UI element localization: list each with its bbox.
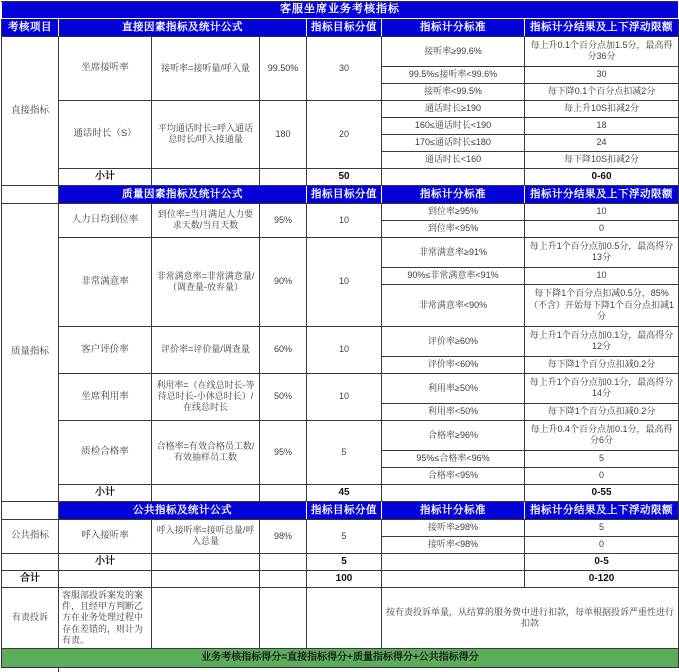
score-result-cell: 每下降1个百分点扣减0.2分 xyxy=(525,403,679,420)
score-result-cell: 每上升1个百分点加0.1分，最高得分12分 xyxy=(525,326,679,356)
standard-range-cell: 接听率≥99.6% xyxy=(382,36,525,66)
standard-range-cell: 90%≤非常满意率<91% xyxy=(382,267,525,284)
score-result-cell: 18 xyxy=(525,117,679,134)
indicator-name-cell: 呼入接听率 xyxy=(59,519,152,553)
complaint-policy-cell: 按有责投诉单量，从结算的服务费中进行扣款，每单根据投诉严重性进行扣款 xyxy=(382,587,679,648)
target-value-cell: 99.50% xyxy=(260,36,307,100)
standard-range-cell: 利用率≥50% xyxy=(382,373,525,403)
column-header-scoring-standard: 指标计分标准 xyxy=(382,185,525,203)
formula-cell: 利用率=（在线总时长-等待总时长-小休总时长）/在线总时长 xyxy=(152,373,260,420)
score-cell: 5 xyxy=(307,519,382,553)
subtotal-label-cell: 小计 xyxy=(59,553,152,570)
grid-line xyxy=(58,668,59,672)
subtotal-label-cell: 小计 xyxy=(59,168,152,185)
empty-cell xyxy=(260,553,307,570)
target-value-cell: 98% xyxy=(260,519,307,553)
standard-range-cell: 99.5%≤接听率<99.6% xyxy=(382,66,525,83)
empty-cell xyxy=(2,501,59,519)
empty-cell xyxy=(260,168,307,185)
target-value-cell: 50% xyxy=(260,373,307,420)
group-label-cell: 直接指标 xyxy=(2,36,59,185)
formula-cell: 呼入接听率=接听总量/呼入总量 xyxy=(152,519,260,553)
subtotal-result-cell: 0-5 xyxy=(525,553,679,570)
formula-cell: 平均通话时长=呼入通话总时长/呼入接通量 xyxy=(152,100,260,168)
subtotal-result-cell: 0-55 xyxy=(525,484,679,501)
column-header-scoring-standard: 指标计分标准 xyxy=(382,18,525,36)
standard-range-cell: 接听率<98% xyxy=(382,536,525,553)
standard-range-cell: 评价率<60% xyxy=(382,356,525,373)
standard-range-cell: 合格率<95% xyxy=(382,467,525,484)
formula-cell: 评价率=评价量/调查量 xyxy=(152,326,260,373)
sheet-bottom-edge xyxy=(1,668,678,672)
score-result-cell: 0 xyxy=(525,467,679,484)
standard-range-cell: 通话时长≥190 xyxy=(382,100,525,117)
indicator-name-cell: 客户评价率 xyxy=(59,326,152,373)
assessment-table xyxy=(1,1,679,668)
standard-range-cell: 170≤通话时长≤180 xyxy=(382,134,525,151)
total-result-cell: 0-120 xyxy=(525,570,679,587)
score-cell: 10 xyxy=(307,326,382,373)
score-result-cell: 每上升0.1个百分点加1.5分，最高得分36分 xyxy=(525,36,679,66)
column-header-target-score: 指标目标分值 xyxy=(307,185,382,203)
indicator-name-cell: 人力日均到位率 xyxy=(59,203,152,237)
column-header-scoring-result: 指标计分结果及上下浮动限额 xyxy=(525,18,679,36)
standard-range-cell: 到位率≥95% xyxy=(382,203,525,220)
score-result-cell: 30 xyxy=(525,66,679,83)
empty-cell xyxy=(260,484,307,501)
score-result-cell: 0 xyxy=(525,536,679,553)
score-result-cell: 每下降10S扣减2分 xyxy=(525,151,679,168)
score-result-cell: 每下降1个百分点扣减0.5分，85%（不含）开始每下降1个百分点扣减1分 xyxy=(525,284,679,326)
standard-range-cell: 95%≤合格率<96% xyxy=(382,450,525,467)
score-result-cell: 5 xyxy=(525,450,679,467)
subtotal-label-cell: 小计 xyxy=(59,484,152,501)
score-result-cell: 每上升10S扣减2分 xyxy=(525,100,679,117)
standard-range-cell: 通话时长<160 xyxy=(382,151,525,168)
column-header-scoring-result: 指标计分结果及上下浮动限额 xyxy=(525,501,679,519)
group-label-cell: 公共指标 xyxy=(2,519,59,553)
standard-range-cell: 评价率≥60% xyxy=(382,326,525,356)
column-header-quality-indicators: 质量因素指标及统计公式 xyxy=(59,185,307,203)
target-value-cell: 95% xyxy=(260,203,307,237)
score-result-cell: 每下降1个百分点扣减0.2分 xyxy=(525,356,679,373)
empty-cell xyxy=(260,587,307,648)
subtotal-score-cell: 45 xyxy=(307,484,382,501)
complaint-description-cell: 客服部投诉案发的案件，且经甲方判断乙方在业务处理过程中存在差错的，则计为有责。 xyxy=(59,587,152,648)
score-cell: 5 xyxy=(307,420,382,484)
score-cell: 20 xyxy=(307,100,382,168)
standard-range-cell: 到位率<95% xyxy=(382,220,525,237)
target-value-cell: 90% xyxy=(260,237,307,326)
score-cell: 10 xyxy=(307,237,382,326)
standard-range-cell: 接听率≥98% xyxy=(382,519,525,536)
indicator-name-cell: 质检合格率 xyxy=(59,420,152,484)
standard-range-cell: 合格率≥96% xyxy=(382,420,525,450)
score-result-cell: 每上升0.4个百分点加0.1分，最高得分6分 xyxy=(525,420,679,450)
column-header-public-indicators: 公共指标及统计公式 xyxy=(59,501,307,519)
empty-cell xyxy=(2,185,59,203)
empty-cell xyxy=(152,484,260,501)
indicator-name-cell: 通话时长（S） xyxy=(59,100,152,168)
total-label-cell: 合计 xyxy=(2,570,59,587)
standard-range-cell: 非常满意率≥91% xyxy=(382,237,525,267)
score-formula-bar: 业务考核指标得分=直接指标得分+质量指标得分+公共指标得分 xyxy=(2,649,679,668)
score-cell: 30 xyxy=(307,36,382,100)
group-label-cell: 质量指标 xyxy=(2,203,59,501)
standard-range-cell: 160≤通话时长<190 xyxy=(382,117,525,134)
empty-cell xyxy=(59,570,152,587)
indicator-name-cell: 非常满意率 xyxy=(59,237,152,326)
score-result-cell: 每上升1个百分点加0.5分，最高得分13分 xyxy=(525,237,679,267)
subtotal-score-cell: 5 xyxy=(307,553,382,570)
empty-cell xyxy=(152,168,260,185)
table-title: 客服坐席业务考核指标 xyxy=(2,2,679,19)
formula-cell: 非常满意率=非常满意量/（调查量-放弃量） xyxy=(152,237,260,326)
subtotal-result-cell: 0-60 xyxy=(525,168,679,185)
standard-range-cell: 非常满意率<90% xyxy=(382,284,525,326)
score-cell: 10 xyxy=(307,373,382,420)
score-result-cell: 5 xyxy=(525,519,679,536)
score-result-cell: 0 xyxy=(525,220,679,237)
indicator-name-cell: 坐席接听率 xyxy=(59,36,152,100)
target-value-cell: 60% xyxy=(260,326,307,373)
empty-cell xyxy=(382,570,525,587)
target-value-cell: 95% xyxy=(260,420,307,484)
empty-cell xyxy=(260,570,307,587)
score-result-cell: 每下降0.1个百分点扣减2分 xyxy=(525,83,679,100)
column-header-direct-indicators: 直接因素指标及统计公式 xyxy=(59,18,307,36)
column-header-scoring-standard: 指标计分标准 xyxy=(382,501,525,519)
score-result-cell: 24 xyxy=(525,134,679,151)
standard-range-cell: 接听率<99.5% xyxy=(382,83,525,100)
standard-range-cell: 利用率<50% xyxy=(382,403,525,420)
empty-cell xyxy=(307,587,382,648)
formula-cell: 合格率=有效合格员工数/有效抽样员工数 xyxy=(152,420,260,484)
score-result-cell: 10 xyxy=(525,267,679,284)
column-header-scoring-result: 指标计分结果及上下浮动限额 xyxy=(525,185,679,203)
column-header-project: 考核项目 xyxy=(2,18,59,36)
empty-cell xyxy=(2,553,59,570)
empty-cell xyxy=(382,484,525,501)
score-result-cell: 10 xyxy=(525,203,679,220)
column-header-target-score: 指标目标分值 xyxy=(307,501,382,519)
target-value-cell: 180 xyxy=(260,100,307,168)
score-cell: 10 xyxy=(307,203,382,237)
empty-cell xyxy=(382,553,525,570)
empty-cell xyxy=(152,587,260,648)
formula-cell: 接听率=接听量/呼入量 xyxy=(152,36,260,100)
empty-cell xyxy=(382,168,525,185)
score-result-cell: 每上升1个百分点加0.1分，最高得分14分 xyxy=(525,373,679,403)
empty-cell xyxy=(152,553,260,570)
indicator-name-cell: 坐席利用率 xyxy=(59,373,152,420)
column-header-target-score: 指标目标分值 xyxy=(307,18,382,36)
subtotal-score-cell: 50 xyxy=(307,168,382,185)
complaint-label-cell: 有责投诉 xyxy=(2,587,59,648)
formula-cell: 到位率=当月满足人力要求天数/当月天数 xyxy=(152,203,260,237)
total-score-cell: 100 xyxy=(307,570,382,587)
empty-cell xyxy=(152,570,260,587)
